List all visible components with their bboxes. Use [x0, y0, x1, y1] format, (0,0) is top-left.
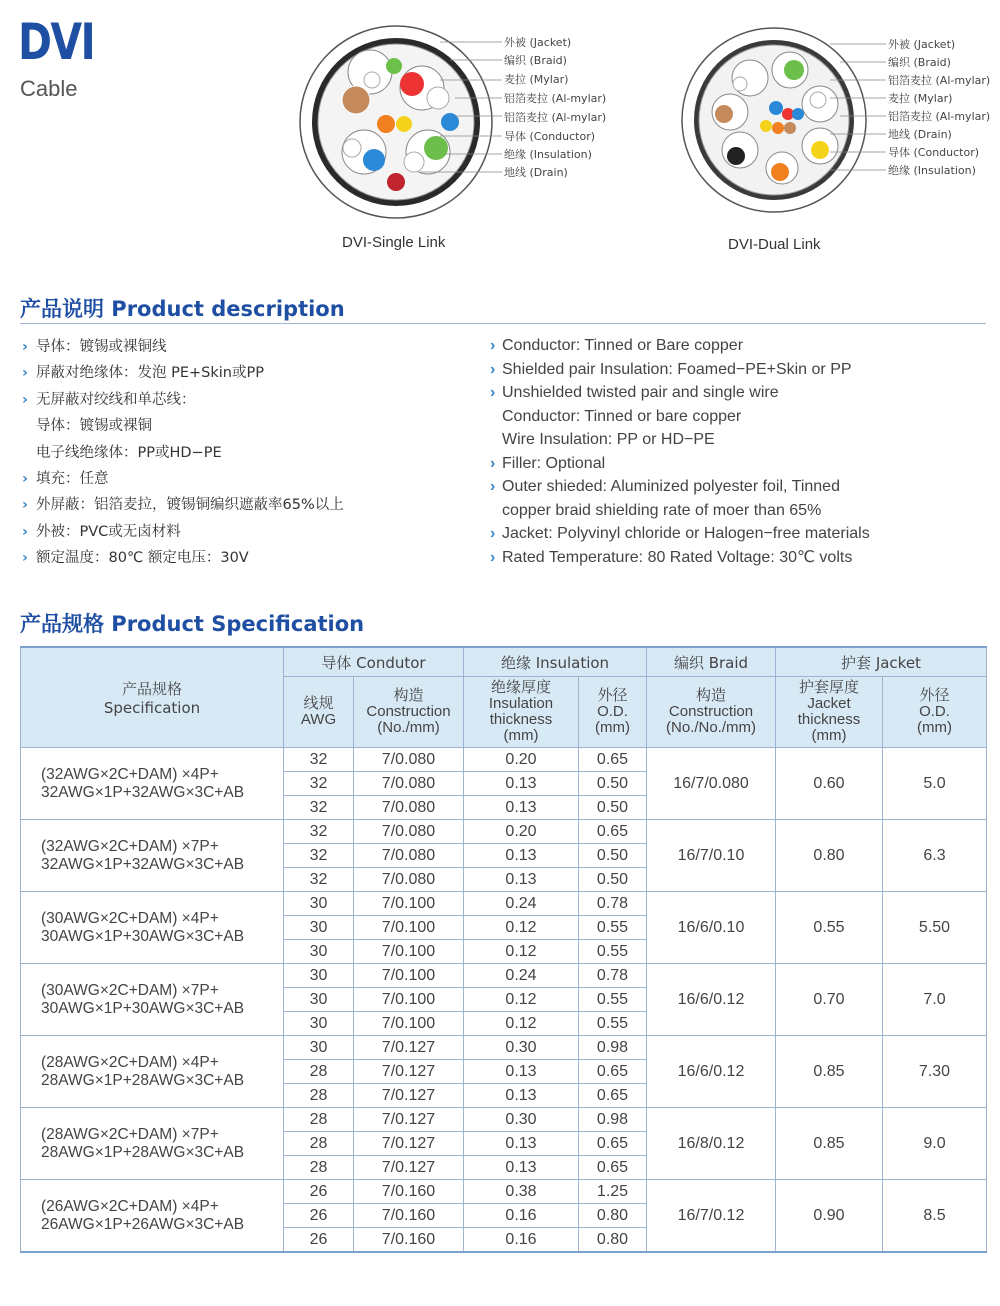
spec-name-cell: (32AWG×2C+DAM) ×7P+ 32AWG×1P+32AWG×3C+AB	[21, 820, 284, 892]
insulation-thickness-cell: 0.12	[464, 940, 579, 964]
insulation-od-cell: 0.65	[579, 1156, 647, 1180]
awg-cell: 30	[284, 916, 354, 940]
description-heading: 产品说明 Product description	[20, 297, 345, 321]
header-awg: 线规 AWG	[284, 677, 354, 748]
header-jacket: 护套 Jacket	[776, 647, 987, 677]
description-item-text: 导体：镀锡或裸铜线	[36, 339, 167, 355]
insulation-od-cell: 0.50	[579, 844, 647, 868]
braid-construction-cell: 16/7/0.080	[647, 748, 776, 820]
description-item-text: 额定温度：80℃ 额定电压：30V	[36, 550, 249, 567]
jacket-thickness-cell: 0.70	[776, 964, 883, 1036]
braid-construction-cell: 16/6/0.12	[647, 964, 776, 1036]
awg-cell: 32	[284, 844, 354, 868]
braid-construction-cell: 16/7/0.12	[647, 1180, 776, 1253]
header-conductor: 导体 Condutor	[284, 647, 464, 677]
awg-cell: 28	[284, 1060, 354, 1084]
single-link-labels	[504, 35, 606, 179]
awg-cell: 28	[284, 1084, 354, 1108]
insulation-od-cell: 0.65	[579, 1132, 647, 1156]
label-insulation: 绝缘 (Insulation)	[504, 148, 592, 161]
header-cond-construction: 构造 Construction (No./mm)	[354, 677, 464, 748]
core-yellow	[396, 116, 412, 132]
description-item-text: Jacket: Polyvinyl chloride or Halogen−free materials	[502, 525, 870, 542]
description-item	[22, 545, 462, 571]
description-item-text: 无屏蔽对绞线和单芯线：	[36, 391, 196, 408]
insulation-od-cell: 0.50	[579, 796, 647, 820]
insulation-thickness-cell: 0.30	[464, 1036, 579, 1060]
table-row	[21, 748, 987, 772]
pair-4	[802, 86, 838, 122]
insulation-od-cell: 1.25	[579, 1180, 647, 1204]
insulation-od-cell: 0.80	[579, 1204, 647, 1228]
description-item	[22, 360, 462, 386]
chevron-right-icon: ›	[490, 384, 496, 401]
pair-2	[772, 52, 808, 88]
description-item	[22, 519, 462, 545]
label-jacket: 外被 (Jacket)	[504, 36, 572, 49]
description-en-list	[490, 334, 980, 569]
pair-bottom-left	[342, 130, 386, 174]
conductor-construction-cell: 7/0.127	[354, 1036, 464, 1060]
awg-cell: 26	[284, 1204, 354, 1228]
spec-name-cell: (28AWG×2C+DAM) ×4P+ 28AWG×1P+28AWG×3C+AB	[21, 1036, 284, 1108]
insulation-thickness-cell: 0.20	[464, 748, 579, 772]
conductor-construction-cell: 7/0.127	[354, 1108, 464, 1132]
awg-cell: 26	[284, 1180, 354, 1204]
core-orange	[377, 115, 395, 133]
pair-3	[712, 94, 748, 130]
conductor-construction-cell: 7/0.100	[354, 940, 464, 964]
insulation-thickness-cell: 0.12	[464, 1012, 579, 1036]
description-item-text: Conductor: Tinned or Bare copper	[502, 337, 744, 354]
chevron-right-icon: ›	[490, 548, 496, 566]
label-braid: 编织 (Braid)	[504, 54, 567, 67]
dual-link-diagram	[680, 0, 1000, 230]
description-item	[22, 413, 462, 439]
dual-link-caption: DVI-Dual Link	[728, 236, 821, 253]
pair-5	[722, 132, 758, 168]
description-item	[490, 475, 980, 499]
awg-cell: 28	[284, 1132, 354, 1156]
insulation-od-cell: 0.50	[579, 868, 647, 892]
insulation-od-cell: 0.65	[579, 1060, 647, 1084]
awg-cell: 30	[284, 892, 354, 916]
jacket-thickness-cell: 0.60	[776, 748, 883, 820]
conductor-construction-cell: 7/0.127	[354, 1132, 464, 1156]
conductor-construction-cell: 7/0.100	[354, 916, 464, 940]
insulation-thickness-cell: 0.12	[464, 916, 579, 940]
description-item-text: 电子线绝缘体：PP或HD−PE	[36, 444, 222, 461]
chevron-right-icon: ›	[22, 339, 28, 355]
spec-name-cell: (28AWG×2C+DAM) ×7P+ 28AWG×1P+28AWG×3C+AB	[21, 1108, 284, 1180]
conductor-construction-cell: 7/0.160	[354, 1228, 464, 1253]
label-conductor: 导体 (Conductor)	[504, 130, 596, 143]
insulation-od-cell: 0.98	[579, 1108, 647, 1132]
description-item-text: 外屏蔽：铝箔麦拉，镀锡铜编织遮蔽率65%以上	[36, 497, 344, 514]
chevron-right-icon: ›	[22, 550, 28, 567]
description-item-text: Shielded pair Insulation: Foamed−PE+Skin or PP	[502, 360, 852, 378]
insulation-thickness-cell: 0.13	[464, 1132, 579, 1156]
insulation-od-cell: 0.55	[579, 988, 647, 1012]
conductor-construction-cell: 7/0.080	[354, 868, 464, 892]
description-divider	[20, 323, 986, 324]
braid-construction-cell: 16/7/0.10	[647, 820, 776, 892]
label-drain: 地线 (Drain)	[504, 166, 568, 179]
description-item	[22, 492, 462, 518]
table-row	[21, 820, 987, 844]
insulation-od-cell: 0.55	[579, 940, 647, 964]
description-item-text: Filler: Optional	[502, 454, 606, 472]
awg-cell: 32	[284, 796, 354, 820]
description-item	[490, 334, 980, 358]
jacket-thickness-cell: 0.80	[776, 820, 883, 892]
label-mylar: 麦拉 (Mylar)	[504, 73, 569, 86]
awg-cell: 32	[284, 868, 354, 892]
header-jacket-thickness: 护套厚度 Jacket thickness (mm)	[776, 677, 883, 748]
awg-cell: 32	[284, 772, 354, 796]
header-braid: 编织 Braid	[647, 647, 776, 677]
label-al-mylar-2: 铝箔麦拉 (Al-mylar)	[888, 110, 991, 123]
awg-cell: 28	[284, 1108, 354, 1132]
label-conductor: 导体 (Conductor)	[888, 146, 980, 159]
insulation-thickness-cell: 0.13	[464, 796, 579, 820]
table-row	[21, 1180, 987, 1204]
insulation-thickness-cell: 0.24	[464, 964, 579, 988]
description-item	[490, 428, 980, 452]
description-item-text: Wire Insulation: PP or HD−PE	[502, 431, 715, 448]
insulation-od-cell: 0.65	[579, 748, 647, 772]
header-jacket-od: 外径 O.D. (mm)	[883, 677, 987, 748]
single-link-caption: DVI-Single Link	[342, 234, 446, 251]
description-item	[22, 440, 462, 466]
chevron-right-icon: ›	[22, 391, 28, 408]
header-ins-thickness: 绝缘厚度 Insulation thickness (mm)	[464, 677, 579, 748]
insulation-od-cell: 0.98	[579, 1036, 647, 1060]
conductor-construction-cell: 7/0.080	[354, 748, 464, 772]
core-red	[387, 173, 405, 191]
label-al-mylar-2: 铝箔麦拉 (Al-mylar)	[504, 111, 607, 124]
description-item-text: Outer shieded: Aluminized polyester foil, Tinned	[502, 478, 840, 495]
chevron-right-icon: ›	[22, 497, 28, 514]
jacket-thickness-cell: 0.85	[776, 1108, 883, 1180]
label-insulation: 绝缘 (Insulation)	[888, 164, 976, 177]
chevron-right-icon: ›	[490, 337, 496, 354]
conductor-construction-cell: 7/0.080	[354, 820, 464, 844]
insulation-od-cell: 0.55	[579, 1012, 647, 1036]
table-row	[21, 892, 987, 916]
description-item	[490, 499, 980, 523]
pair-1	[732, 60, 768, 96]
awg-cell: 30	[284, 988, 354, 1012]
insulation-od-cell: 0.78	[579, 964, 647, 988]
awg-cell: 32	[284, 820, 354, 844]
description-item-text: 外被：PVC或无卤材料	[36, 523, 181, 540]
insulation-od-cell: 0.78	[579, 892, 647, 916]
label-al-mylar: 铝箔麦拉 (Al-mylar)	[504, 92, 607, 105]
awg-cell: 30	[284, 964, 354, 988]
insulation-thickness-cell: 0.12	[464, 988, 579, 1012]
description-cn-list	[22, 334, 462, 572]
description-item	[490, 405, 980, 429]
conductor-construction-cell: 7/0.100	[354, 988, 464, 1012]
single-link-diagram	[290, 0, 620, 230]
awg-cell: 26	[284, 1228, 354, 1253]
insulation-thickness-cell: 0.13	[464, 1060, 579, 1084]
jacket-od-cell: 5.0	[883, 748, 987, 820]
chevron-right-icon: ›	[22, 365, 28, 382]
spec-name-cell: (26AWG×2C+DAM) ×4P+ 26AWG×1P+26AWG×3C+AB	[21, 1180, 284, 1253]
conductor-construction-cell: 7/0.100	[354, 964, 464, 988]
conductor-construction-cell: 7/0.080	[354, 772, 464, 796]
description-item	[22, 466, 462, 492]
description-item	[22, 387, 462, 413]
description-item-text: 导体：镀锡或裸铜	[36, 418, 152, 435]
page-subtitle: Cable	[20, 76, 78, 101]
jacket-od-cell: 7.30	[883, 1036, 987, 1108]
insulation-thickness-cell: 0.20	[464, 820, 579, 844]
jacket-thickness-cell: 0.90	[776, 1180, 883, 1253]
header-ins-od: 外径 O.D. (mm)	[579, 677, 647, 748]
chevron-right-icon: ›	[490, 360, 496, 378]
conductor-construction-cell: 7/0.100	[354, 892, 464, 916]
spec-table	[20, 646, 987, 1253]
insulation-thickness-cell: 0.13	[464, 1084, 579, 1108]
conductor-construction-cell: 7/0.160	[354, 1180, 464, 1204]
header-braid-construction: 构造 Construction (No./No./mm)	[647, 677, 776, 748]
description-item	[490, 522, 980, 546]
insulation-thickness-cell: 0.13	[464, 772, 579, 796]
awg-cell: 32	[284, 748, 354, 772]
description-item	[490, 358, 980, 382]
pair-6	[802, 128, 838, 164]
table-row	[21, 1036, 987, 1060]
insulation-od-cell: 0.65	[579, 820, 647, 844]
header-specification: 产品规格 Specification	[21, 647, 284, 748]
insulation-thickness-cell: 0.24	[464, 892, 579, 916]
chevron-right-icon: ›	[22, 471, 28, 488]
spec-table-body	[21, 748, 987, 1253]
conductor-construction-cell: 7/0.160	[354, 1204, 464, 1228]
insulation-thickness-cell: 0.16	[464, 1204, 579, 1228]
conductor-construction-cell: 7/0.127	[354, 1156, 464, 1180]
chevron-right-icon: ›	[490, 525, 496, 542]
description-item-text: copper braid shielding rate of moer than 65%	[502, 501, 822, 519]
insulation-thickness-cell: 0.13	[464, 868, 579, 892]
chevron-right-icon: ›	[490, 478, 496, 495]
awg-cell: 30	[284, 1036, 354, 1060]
label-braid: 编织 (Braid)	[888, 56, 951, 69]
braid-construction-cell: 16/8/0.12	[647, 1108, 776, 1180]
spec-name-cell: (30AWG×2C+DAM) ×7P+ 30AWG×1P+30AWG×3C+AB	[21, 964, 284, 1036]
pair-7	[766, 152, 798, 184]
conductor-construction-cell: 7/0.080	[354, 844, 464, 868]
description-item	[22, 334, 462, 360]
description-item-text: 填充：任意	[36, 471, 109, 488]
jacket-od-cell: 5.50	[883, 892, 987, 964]
conductor-construction-cell: 7/0.100	[354, 1012, 464, 1036]
jacket-od-cell: 7.0	[883, 964, 987, 1036]
jacket-thickness-cell: 0.55	[776, 892, 883, 964]
spec-name-cell: (30AWG×2C+DAM) ×4P+ 30AWG×1P+30AWG×3C+AB	[21, 892, 284, 964]
jacket-thickness-cell: 0.85	[776, 1036, 883, 1108]
description-item-text: 屏蔽对绝缘体：发泡 PE+Skin或PP	[36, 365, 264, 382]
description-item-text: Rated Temperature: 80 Rated Voltage: 30℃ volts	[502, 548, 853, 566]
awg-cell: 28	[284, 1156, 354, 1180]
table-row	[21, 964, 987, 988]
conductor-construction-cell: 7/0.127	[354, 1084, 464, 1108]
label-mylar: 麦拉 (Mylar)	[888, 92, 953, 105]
braid-construction-cell: 16/6/0.10	[647, 892, 776, 964]
insulation-od-cell: 0.65	[579, 1084, 647, 1108]
description-item	[490, 381, 980, 405]
description-item	[490, 452, 980, 476]
dual-link-labels	[888, 37, 990, 177]
description-item	[490, 546, 980, 570]
jacket-od-cell: 8.5	[883, 1180, 987, 1253]
insulation-thickness-cell: 0.38	[464, 1180, 579, 1204]
specification-heading: 产品规格 Product Specification	[20, 612, 365, 636]
chevron-right-icon: ›	[22, 523, 28, 540]
awg-cell: 30	[284, 940, 354, 964]
awg-cell: 30	[284, 1012, 354, 1036]
header-insulation: 绝缘 Insulation	[464, 647, 647, 677]
description-item-text: Unshielded twisted pair and single wire	[502, 384, 779, 401]
insulation-od-cell: 0.80	[579, 1228, 647, 1253]
insulation-thickness-cell: 0.13	[464, 1156, 579, 1180]
braid-construction-cell: 16/6/0.12	[647, 1036, 776, 1108]
chevron-right-icon: ›	[490, 454, 496, 472]
insulation-thickness-cell: 0.16	[464, 1228, 579, 1253]
insulation-thickness-cell: 0.13	[464, 844, 579, 868]
label-al-mylar: 铝箔麦拉 (Al-mylar)	[888, 74, 991, 87]
label-drain: 地线 (Drain)	[888, 128, 952, 141]
jacket-od-cell: 6.3	[883, 820, 987, 892]
insulation-thickness-cell: 0.30	[464, 1108, 579, 1132]
page-title: DVI	[18, 13, 95, 71]
insulation-od-cell: 0.55	[579, 916, 647, 940]
label-jacket: 外被 (Jacket)	[888, 38, 956, 51]
insulation-od-cell: 0.50	[579, 772, 647, 796]
table-row	[21, 1108, 987, 1132]
spec-name-cell: (32AWG×2C+DAM) ×4P+ 32AWG×1P+32AWG×3C+AB	[21, 748, 284, 820]
conductor-construction-cell: 7/0.080	[354, 796, 464, 820]
jacket-od-cell: 9.0	[883, 1108, 987, 1180]
conductor-construction-cell: 7/0.127	[354, 1060, 464, 1084]
description-item-text: Conductor: Tinned or bare copper	[502, 407, 742, 425]
